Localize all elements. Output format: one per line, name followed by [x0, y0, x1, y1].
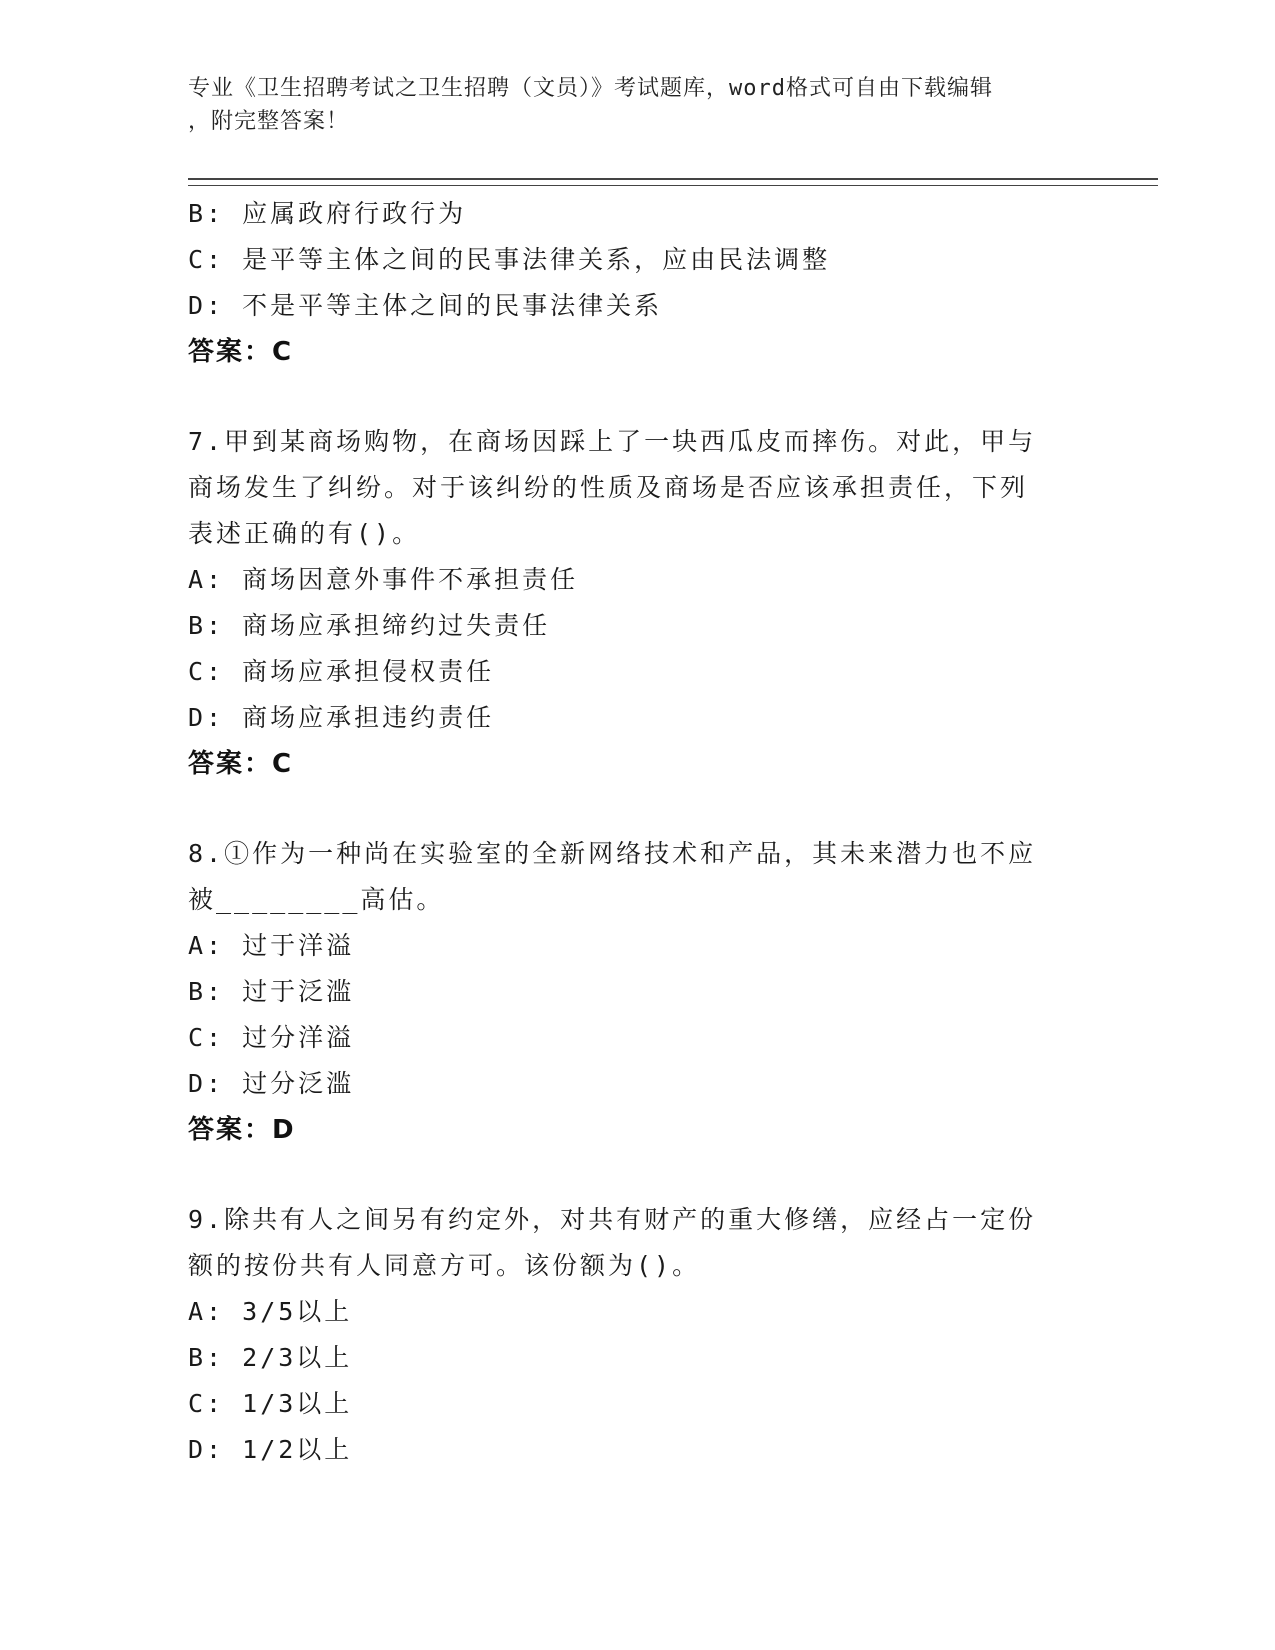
answer: 答案：D — [188, 1115, 296, 1145]
question-9 — [188, 1197, 1088, 1473]
option-c: C: 商场应承担侵权责任 — [188, 657, 495, 686]
question-stem-line: 商场发生了纠纷。对于该纠纷的性质及商场是否应该承担责任，下列 — [188, 473, 1029, 502]
question-stem-line: 额的按份共有人同意方可。该份额为()。 — [188, 1251, 701, 1280]
option-a: A: 3/5以上 — [188, 1297, 353, 1326]
question-stem-line: 7.甲到某商场购物，在商场因踩上了一块西瓜皮而摔伤。对此，甲与 — [188, 427, 1037, 456]
answer: 答案：C — [188, 337, 294, 367]
answer: 答案：C — [188, 749, 294, 779]
question-stem-line: 表述正确的有()。 — [188, 519, 421, 548]
question-7 — [188, 419, 1088, 787]
option-d: D: 商场应承担违约责任 — [188, 703, 495, 732]
question-8 — [188, 831, 1088, 1153]
option-c: C: 过分洋溢 — [188, 1023, 355, 1052]
header-line-2: ，附完整答案！ — [188, 109, 350, 134]
question-stem-line: 被________高估。 — [188, 885, 445, 914]
option-b: B: 2/3以上 — [188, 1343, 353, 1372]
option-d: D: 不是平等主体之间的民事法律关系 — [188, 291, 663, 320]
option-b: B: 过于泛滥 — [188, 977, 355, 1006]
header-line-1: 专业《卫生招聘考试之卫生招聘（文员）》考试题库，word格式可自由下载编辑 — [188, 76, 993, 101]
header-divider — [188, 178, 1158, 186]
option-c: C: 是平等主体之间的民事法律关系，应由民法调整 — [188, 245, 831, 274]
question-list — [188, 191, 1088, 1473]
option-d: D: 过分泛滥 — [188, 1069, 355, 1098]
option-a: A: 商场因意外事件不承担责任 — [188, 565, 579, 594]
question-6-tail — [188, 191, 1088, 375]
option-b: B: 应属政府行政行为 — [188, 199, 467, 228]
document-header — [188, 72, 1068, 138]
question-stem-line: 8.①作为一种尚在实验室的全新网络技术和产品，其未来潜力也不应 — [188, 839, 1037, 868]
option-a: A: 过于洋溢 — [188, 931, 355, 960]
option-d: D: 1/2以上 — [188, 1435, 353, 1464]
option-c: C: 1/3以上 — [188, 1389, 353, 1418]
question-stem-line: 9.除共有人之间另有约定外，对共有财产的重大修缮，应经占一定份 — [188, 1205, 1037, 1234]
option-b: B: 商场应承担缔约过失责任 — [188, 611, 551, 640]
